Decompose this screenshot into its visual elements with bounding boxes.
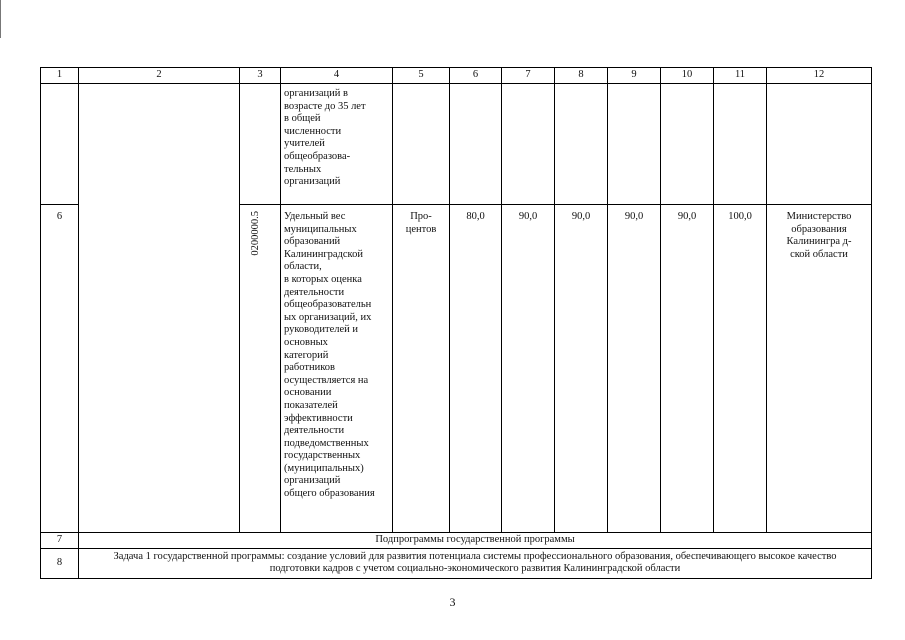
- scan-edge-line: [0, 0, 1, 38]
- indicator-code-text: 0200000.5: [250, 211, 261, 256]
- column-number-row: [41, 68, 872, 84]
- col-number-11: 11: [714, 68, 767, 84]
- col-number-3: 3: [240, 68, 281, 84]
- row-number: 6: [41, 205, 79, 533]
- value-5: 90,0: [661, 205, 714, 533]
- col-number-10: 10: [661, 68, 714, 84]
- indicators-table: [40, 67, 872, 579]
- value-6: 100,0: [714, 205, 767, 533]
- goal-merged-cell: [79, 84, 240, 533]
- col-number-9: 9: [608, 68, 661, 84]
- subprograms-row: [41, 533, 872, 549]
- responsible-executor: Министерство образования Калинингра д- ской области: [767, 205, 872, 533]
- row-number: 8: [41, 548, 79, 578]
- value-4: 90,0: [608, 205, 661, 533]
- col-number-8: 8: [555, 68, 608, 84]
- col-number-4: 4: [281, 68, 393, 84]
- continuation-row: [41, 84, 872, 205]
- value-3: 90,0: [555, 205, 608, 533]
- col-number-12: 12: [767, 68, 872, 84]
- col-number-5: 5: [393, 68, 450, 84]
- indicator-continuation-text: организаций в возрасте до 35 лет в общей численности учителей общеобразова- тельных организаций: [281, 84, 393, 205]
- col-number-7: 7: [502, 68, 555, 84]
- task-description: Задача 1 государственной программы: создание условий для развития потенциала системы профессионального образования, обеспечивающего высокое качество подготовки кадров с учетом социально-экономического развития Калининградской области: [79, 548, 872, 578]
- row-number: 7: [41, 533, 79, 549]
- unit: Про- центов: [393, 205, 450, 533]
- page-number: 3: [449, 595, 456, 609]
- subprograms-heading: Подпрограммы государственной программы: [79, 533, 872, 549]
- indicator-name: Удельный вес муниципальных образований Калининградской области, в которых оценка деятельности общеобразовательн ых организаций, их руководителей и основных категорий работников осуществляется на основании показателей эффективности деятельности подведомственных государственных (муниципальных) организаций общего образования: [281, 205, 393, 533]
- col-number-2: 2: [79, 68, 240, 84]
- value-2: 90,0: [502, 205, 555, 533]
- value-1: 80,0: [450, 205, 502, 533]
- col-number-6: 6: [450, 68, 502, 84]
- task-row: [41, 548, 872, 578]
- indicator-code: [240, 205, 281, 533]
- col-number-1: 1: [41, 68, 79, 84]
